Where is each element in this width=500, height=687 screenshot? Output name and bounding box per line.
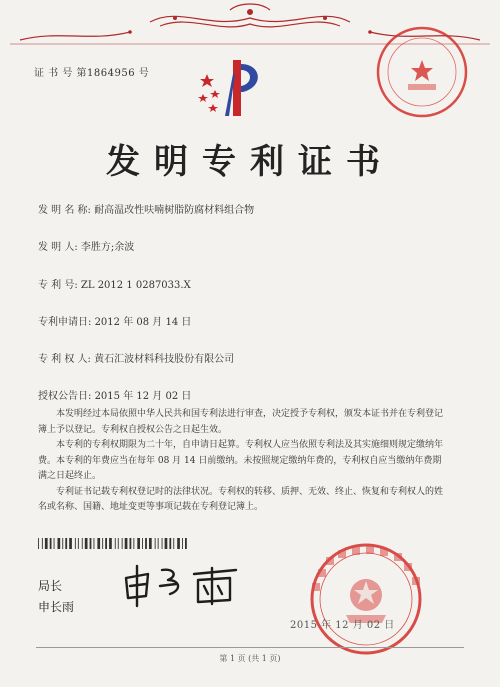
- barcode-bar: [158, 538, 159, 549]
- barcode-bar: [50, 538, 52, 549]
- barcode-icon: [38, 538, 188, 549]
- barcode-bar: [97, 538, 100, 549]
- signature-name: 申长雨: [38, 600, 75, 614]
- patentee-value: 黄石汇波材料科技股份有限公司: [94, 354, 235, 365]
- patent-number-value: ZL 2012 1 0287033.X: [80, 280, 191, 291]
- barcode-bar: [65, 538, 67, 549]
- barcode-bar: [69, 538, 72, 549]
- barcode-bar: [177, 538, 180, 549]
- grant-date-value: 2015 年 12 月 02 日: [94, 391, 192, 402]
- inventor-label: 发 明 人:: [38, 242, 78, 253]
- barcode-bar: [169, 538, 171, 549]
- barcode-bar: [102, 538, 103, 549]
- page-title: 发明专利证书: [106, 142, 394, 182]
- certificate-number: 证 书 号 第1864956 号: [34, 68, 150, 79]
- certificate-body: [38, 407, 443, 516]
- barcode-bar: [137, 538, 140, 549]
- barcode-bar: [125, 538, 128, 549]
- invention-name-row: [38, 201, 254, 216]
- grant-date-label: 授权公告日:: [38, 391, 92, 402]
- official-seal-icon: [286, 535, 446, 655]
- filing-date-row: [38, 313, 191, 328]
- barcode-bar: [109, 538, 112, 549]
- body-paragraph-1: 本发明经过本局依照中华人民共和国专利法进行审查，决定授予专利权，颁发本证书并在专利登记簿上予以登记。专利权自授权公告之日起生效。: [38, 409, 444, 435]
- patent-office-logo-icon: [195, 52, 275, 122]
- barcode-bar: [82, 538, 83, 549]
- agency-stamp-icon: [372, 22, 472, 122]
- patent-number-row: [38, 276, 191, 291]
- barcode-bar: [78, 538, 79, 549]
- barcode-bar: [94, 538, 95, 549]
- page-footer: 第 1 页 (共 1 页): [219, 654, 281, 663]
- barcode-bar: [182, 538, 183, 549]
- invention-name-label: 发 明 名 称:: [38, 205, 91, 216]
- handwritten-signature-icon: [118, 560, 248, 610]
- barcode-bar: [145, 538, 147, 549]
- barcode-bar: [90, 538, 92, 549]
- barcode-bar: [173, 538, 174, 549]
- filing-date-label: 专利申请日:: [38, 317, 92, 328]
- body-paragraph-3: 专利证书记载专利权登记时的法律状况。专利权的转移、质押、无效、终止、恢复和专利权人的姓名或名称、国籍、地址变更等事项记载在专利登记簿上。: [38, 486, 444, 512]
- barcode-bar: [185, 538, 187, 549]
- barcode-bar: [54, 538, 55, 549]
- barcode-bar: [155, 538, 156, 549]
- barcode-bar: [118, 538, 119, 549]
- inventor-row: [38, 238, 134, 253]
- barcode-bar: [142, 538, 143, 549]
- patentee-label: 专 利 权 人:: [38, 354, 91, 365]
- signature-role: 局长: [38, 579, 63, 593]
- seal-date: 2015 年 12 月 02 日: [290, 620, 395, 631]
- barcode-bar: [38, 538, 39, 549]
- barcode-bar: [58, 538, 61, 549]
- filing-date-value: 2012 年 08 月 14 日: [94, 317, 192, 328]
- barcode-bar: [75, 538, 76, 549]
- barcode-bar: [162, 538, 163, 549]
- barcode-bar: [115, 538, 116, 549]
- barcode-bar: [45, 538, 48, 549]
- body-paragraph-2: 本专利的专利权期限为二十年，自申请日起算。专利权人应当依照专利法及其实施细则规定缴纳年费。本专利的年费应当在每年 08 月 14 日前缴纳。未按照规定缴纳年费的，专利权自应当缴纳年费期满之日起终止。: [38, 440, 444, 481]
- footer-divider: [36, 647, 464, 648]
- barcode-bar: [105, 538, 107, 549]
- invention-name-value: 耐高温改性呋喃树脂防腐材料组合物: [94, 205, 255, 216]
- barcode-bar: [85, 538, 88, 549]
- grant-date-row: [38, 387, 191, 402]
- barcode-bar: [130, 538, 132, 549]
- inventor-value: 李胜方;余波: [80, 242, 135, 253]
- barcode-bar: [149, 538, 152, 549]
- barcode-bar: [133, 538, 134, 549]
- patentee-row: [38, 350, 234, 365]
- barcode-bar: [62, 538, 63, 549]
- patent-number-label: 专 利 号:: [38, 280, 78, 291]
- barcode-bar: [165, 538, 168, 549]
- barcode-bar: [122, 538, 123, 549]
- barcode-bar: [42, 538, 43, 549]
